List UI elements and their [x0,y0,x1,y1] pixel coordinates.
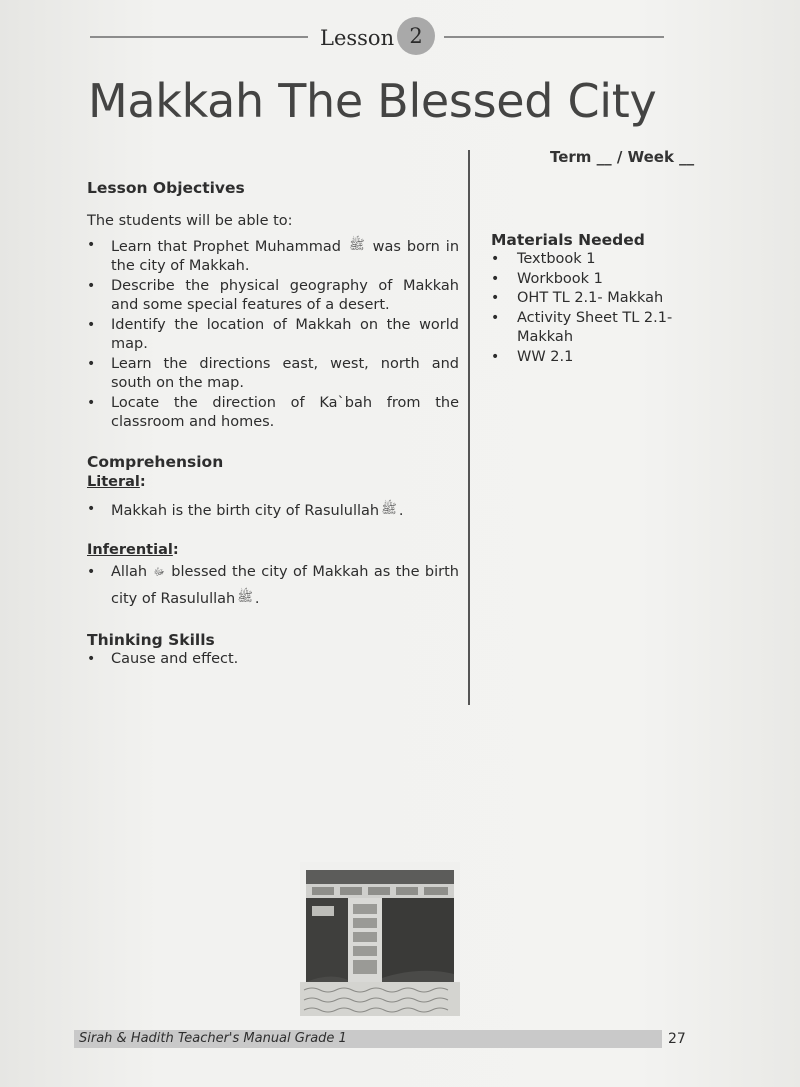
list-item: • Makkah is the birth city of Rasulullah ﷺ . [87,500,459,522]
left-column [87,178,459,670]
right-column [491,230,691,367]
list-item: • Describe the physical geography of Makkah and some special features of a desert. [87,277,459,316]
header-rule-left [90,36,308,38]
lesson-number-badge: 2 [397,17,435,55]
kabah-illustration [300,862,460,1016]
list-item: • Allah ﷻ blessed the city of Makkah as the birth city of Rasulullah ﷺ . [87,560,459,612]
list-item: • Cause and effect. [87,650,459,670]
list-item: • Identify the location of Makkah on the world map. [87,316,459,355]
glorification-calligraphy-icon: ﷻ [153,567,165,578]
page-number: 27 [668,1031,686,1047]
list-item: • Locate the direction of Ka`bah from the classroom and homes. [87,394,459,433]
list-item: • OHT TL 2.1- Makkah [491,289,691,309]
literal-list [87,500,459,522]
inferential-heading: Inferential: [87,542,179,558]
list-item: • WW 2.1 [491,348,691,368]
footer-text: Sirah & Hadith Teacher's Manual Grade 1 [79,1031,347,1046]
term-week-field: Term __ / Week __ [550,148,695,166]
objectives-heading: Lesson Objectives [87,179,245,197]
materials-list [491,250,691,367]
salutation-calligraphy-icon: ﷺ [381,501,397,517]
salutation-calligraphy-icon: ﷺ [237,590,253,605]
thinking-skills-heading: Thinking Skills [87,631,215,649]
list-item: • Textbook 1 [491,250,691,270]
column-divider [468,150,470,705]
page-title: Makkah The Blessed City [88,74,657,128]
comprehension-heading: Comprehension [87,452,224,471]
objectives-list [87,236,459,433]
objectives-intro: The students will be able to: [87,213,293,229]
header-rule-right [444,36,664,38]
thinking-skills-list [87,650,459,670]
lesson-label: Lesson [320,26,395,50]
list-item: • Learn the directions east, west, north and south on the map. [87,355,459,394]
literal-heading: Literal: [87,473,146,490]
list-item: • Workbook 1 [491,270,691,290]
list-item: • Learn that Prophet Muhammad ﷺ was born in the city of Makkah. [87,236,459,277]
inferential-list [87,560,459,612]
salutation-calligraphy-icon: ﷺ [348,237,365,253]
list-item: • Activity Sheet TL 2.1- Makkah [491,309,691,348]
materials-heading: Materials Needed [491,231,645,249]
